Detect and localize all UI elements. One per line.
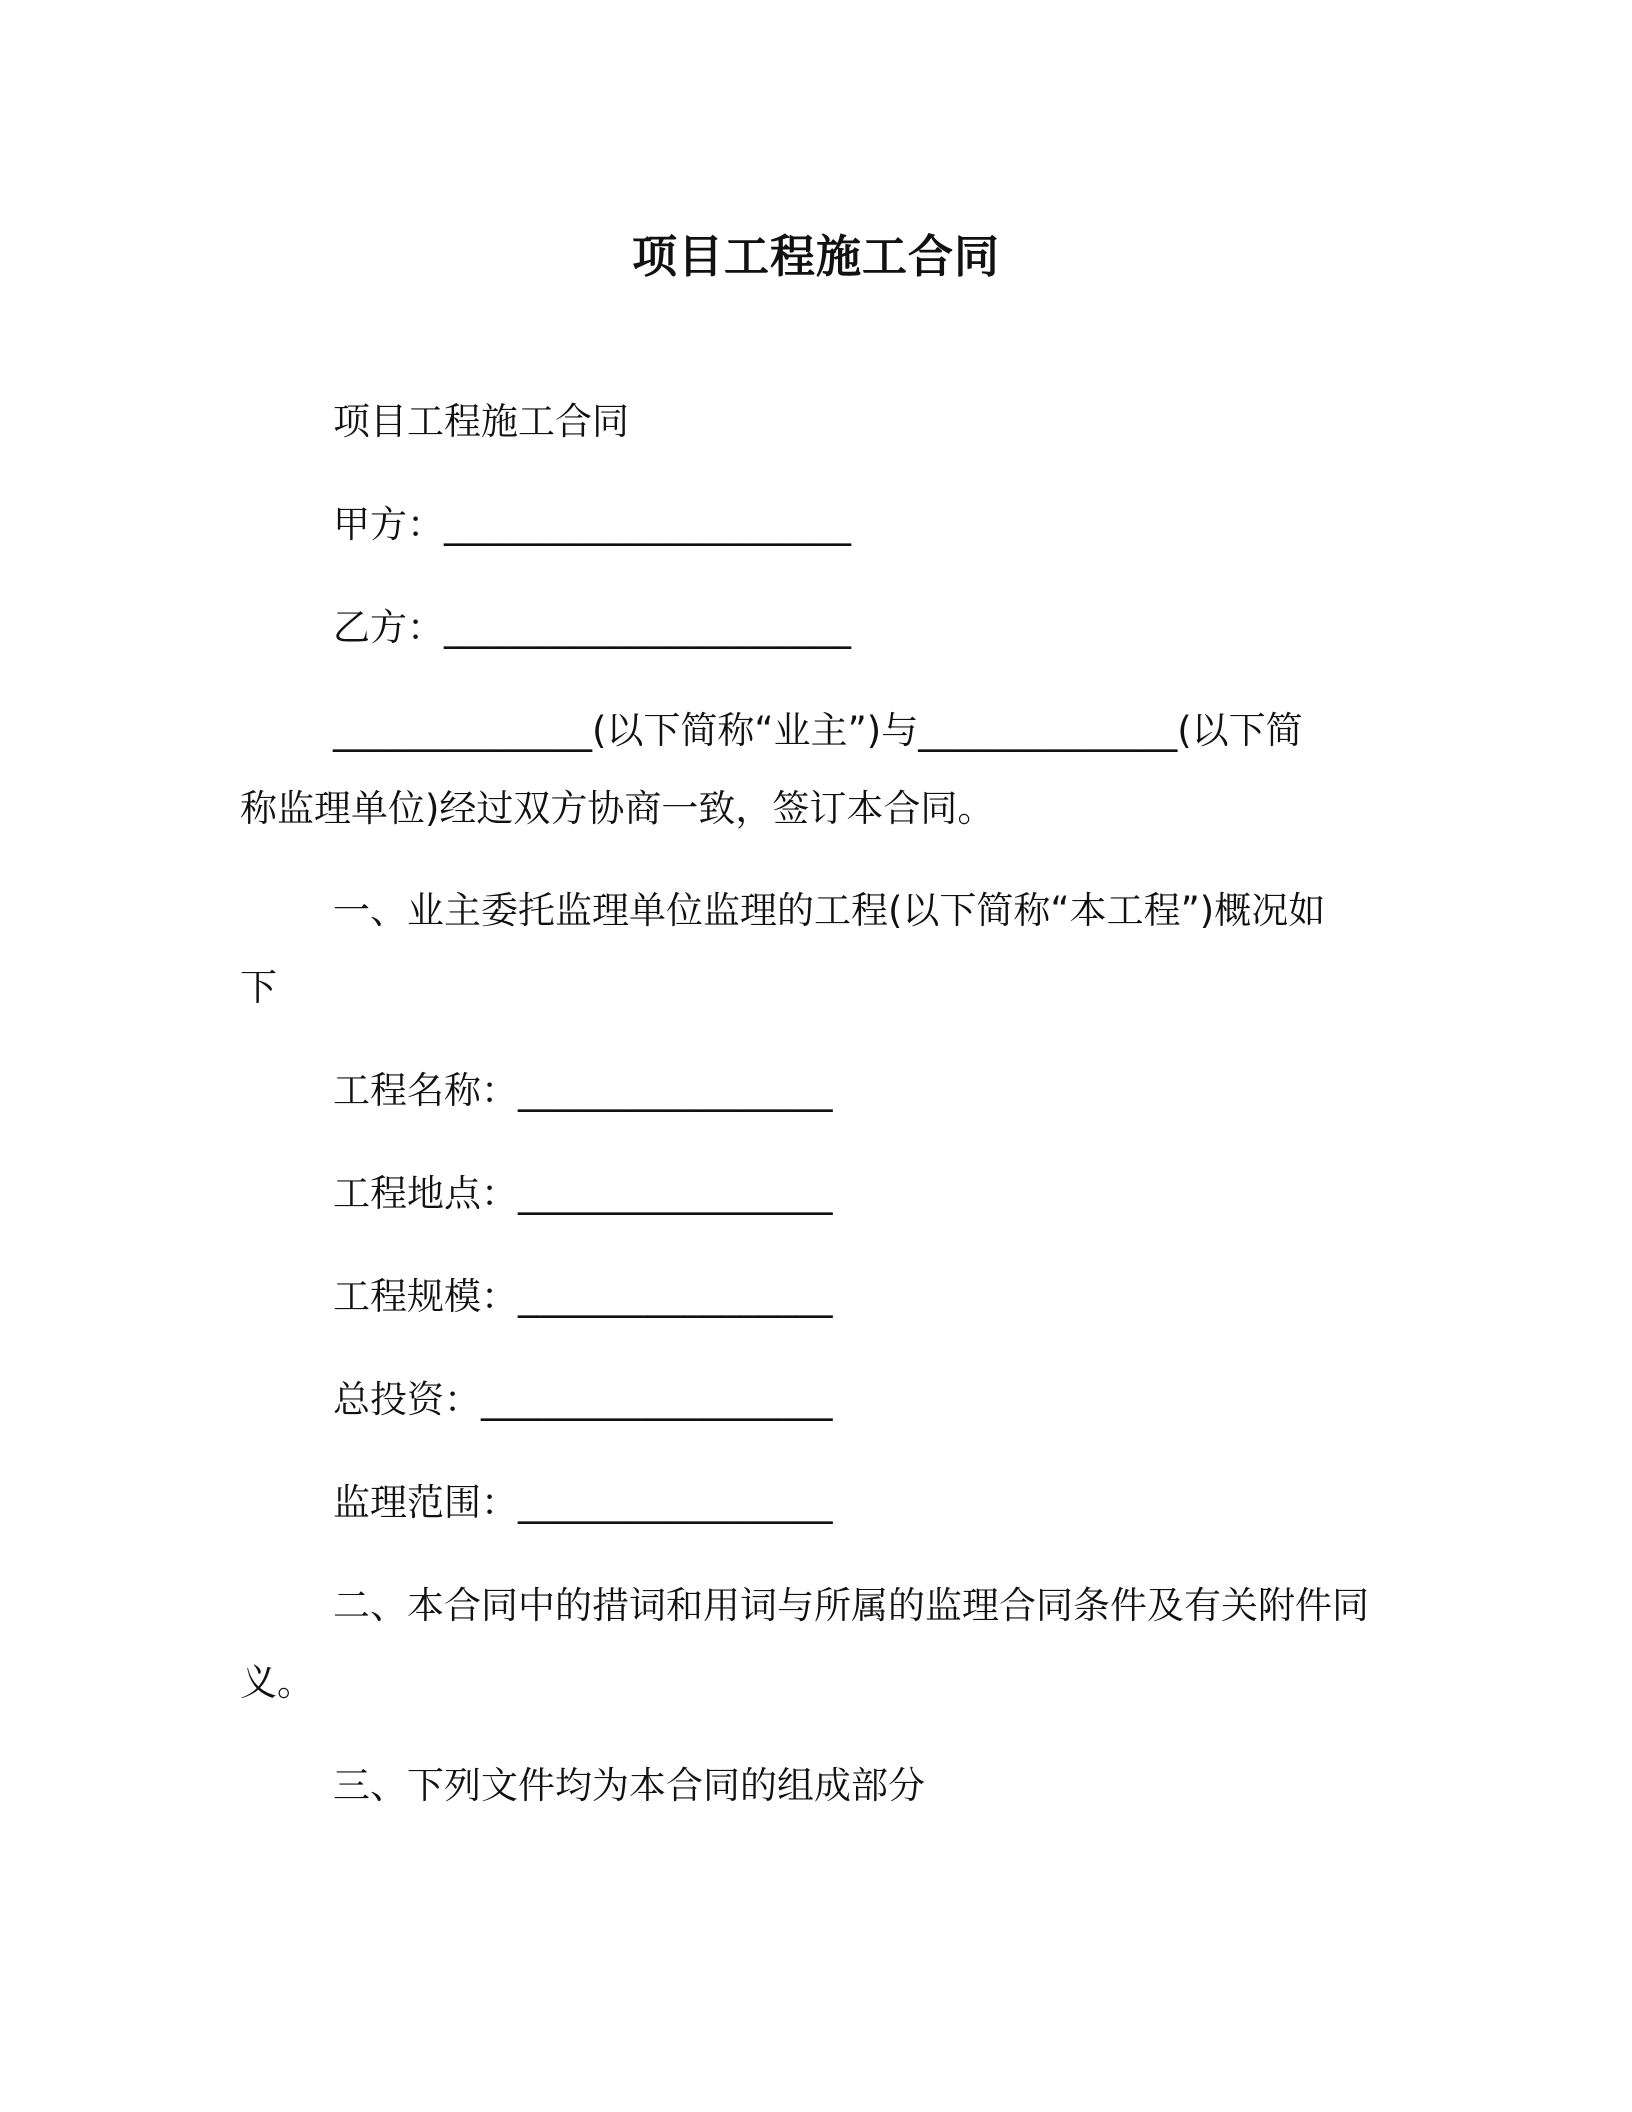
intro-paragraph-line-2: 称监理单位)经过双方协商一致，签订本合同。 — [240, 787, 995, 830]
intro-paragraph-line-1: ______________(以下简称“业主”)与______________(以下简 — [333, 709, 1303, 752]
clause-1-line-2: 下 — [240, 966, 277, 1009]
clause-2-line-1: 二、本合同中的措词和用词与所属的监理合同条件及有关附件同 — [333, 1584, 1369, 1627]
clause-3-line: 三、下列文件均为本合同的组成部分 — [333, 1764, 925, 1807]
supervision-scope-line: 监理范围：_________________ — [333, 1481, 833, 1524]
subtitle-line: 项目工程施工合同 — [333, 400, 629, 443]
total-investment-line: 总投资：___________________ — [333, 1378, 833, 1421]
project-location-line: 工程地点：_________________ — [333, 1172, 833, 1215]
clause-1-line-1: 一、业主委托监理单位监理的工程(以下简称“本工程”)概况如 — [333, 889, 1326, 932]
project-scale-line: 工程规模：_________________ — [333, 1275, 833, 1318]
party-b-line: 乙方：______________________ — [333, 606, 851, 649]
project-name-line: 工程名称：_________________ — [333, 1069, 833, 1112]
clause-2-line-2: 义。 — [240, 1661, 314, 1704]
document-title: 项目工程施工合同 — [631, 230, 1000, 283]
party-a-line: 甲方：______________________ — [333, 503, 851, 546]
